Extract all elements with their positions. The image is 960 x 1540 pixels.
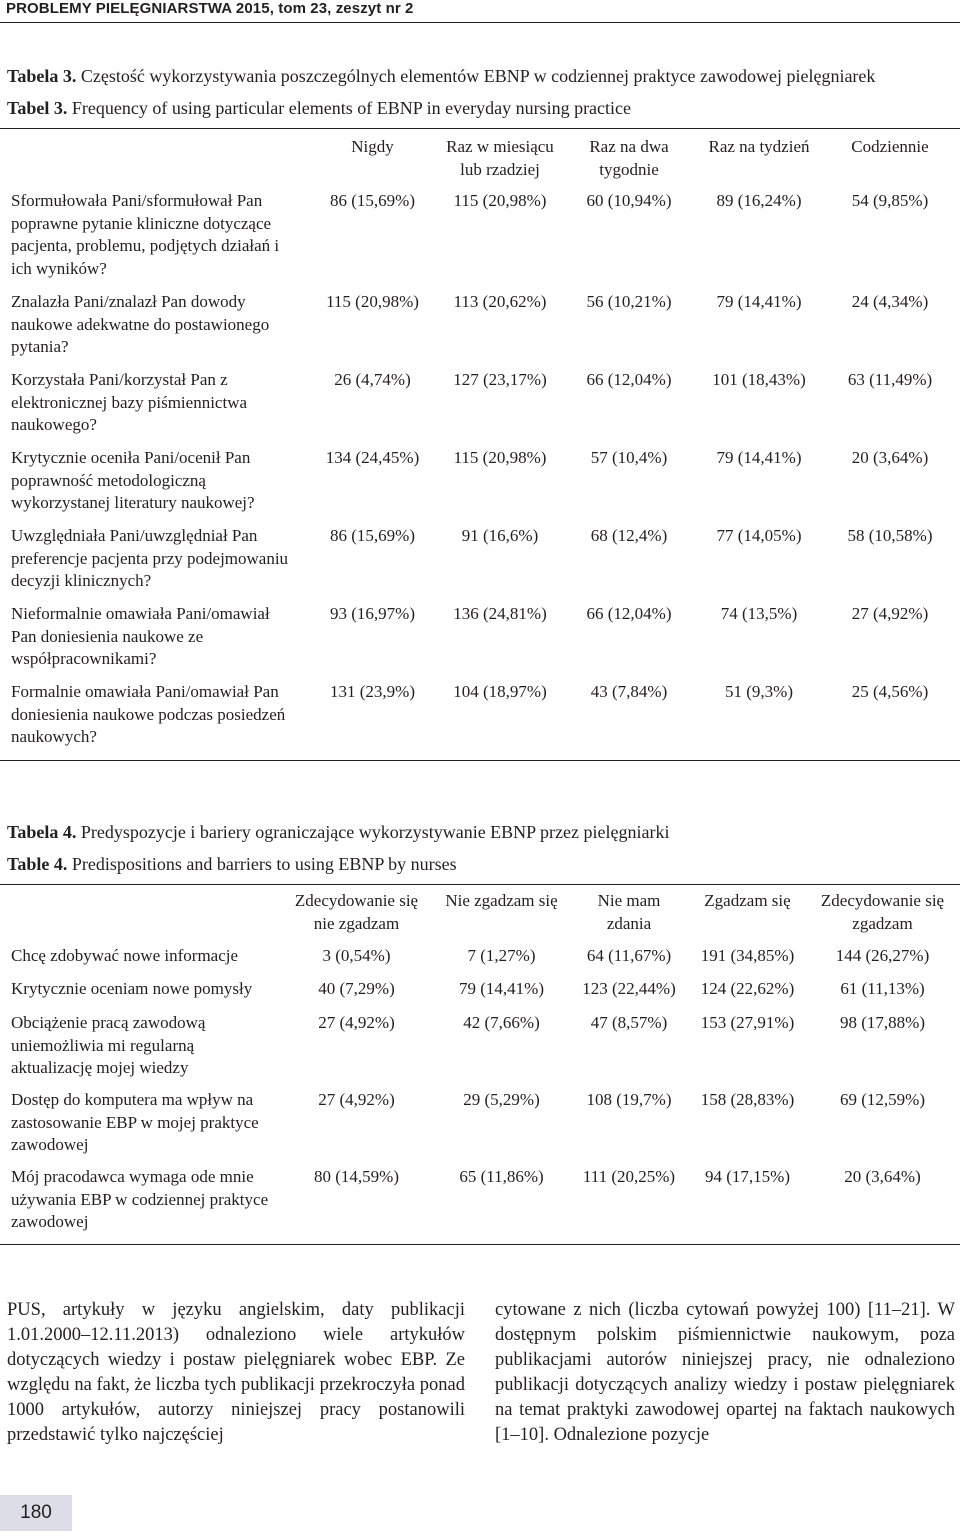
- table3-row-label: Nieformalnie omawiała Pani/omawiał Pan doniesienia naukowe ze współpracownikami?: [11, 604, 270, 668]
- table3-row-label: Znalazła Pani/znalazł Pan dowody naukowe adekwatne do postawionego pytania?: [11, 292, 270, 356]
- table3-cell: 57 (10,4%): [590, 448, 668, 467]
- table4-row-label: Krytycznie oceniam nowe pomysły: [11, 979, 253, 998]
- table4-cell: 123 (22,44%): [582, 979, 676, 998]
- table4-cell: 29 (5,29%): [463, 1090, 540, 1109]
- table3-cell: 115 (20,98%): [326, 292, 419, 311]
- body-text-column-1: PUS, artykuły w języku angielskim, daty publikacji 1.01.2000–12.11.2013) odnaleziono wiele artykułów dotyczących wiedzy i postaw pielęgniarek wobec EBP. Ze względu na fakt, że liczba tych publikacji przekroczyła ponad 1000 artykułów, autorzy niniejszej pracy postanowili przedstawić tylko najczęściej: [7, 1300, 465, 1445]
- table3-col-header: Raz na tydzień: [708, 137, 810, 156]
- table3-col-header: Nigdy: [351, 137, 394, 156]
- table3-cell: 101 (18,43%): [712, 370, 806, 389]
- table4-caption-en-text: Predispositions and barriers to using EBNP by nurses: [71, 854, 457, 874]
- table4-cell: 42 (7,66%): [463, 1013, 540, 1032]
- table3-caption-en: [7, 98, 631, 119]
- table3-row-label: Krytycznie oceniła Pani/ocenił Pan poprawność metodologiczną wykorzystanej literatury naukowej?: [11, 448, 255, 512]
- table3-cell: 68 (12,4%): [590, 526, 668, 545]
- table3-cell: 86 (15,69%): [330, 191, 415, 210]
- table3-cell: 136 (24,81%): [453, 604, 547, 623]
- table3-cell: 63 (11,49%): [847, 370, 933, 389]
- table4-cell: 3 (0,54%): [322, 946, 391, 965]
- table3-cell: 27 (4,92%): [851, 604, 929, 623]
- table3-cell: 26 (4,74%): [334, 370, 411, 389]
- table3-cell: 113 (20,62%): [453, 292, 547, 311]
- table4-cell: 144 (26,27%): [835, 946, 930, 965]
- table4-cell: 20 (3,64%): [844, 1167, 921, 1186]
- header-rule: [0, 22, 960, 23]
- table4-cell: 158 (28,83%): [700, 1090, 795, 1109]
- body-text-column-2: cytowane z nich (liczba cytowań powyżej 100) [11–21]. W dostępnym polskim piśmiennictwie naukowym, poza publikacjami autorów niniejszej pracy, nie odnaleziono publikacji dotyczących analizy wiedzy i postaw pielęgniarek na temat praktyki zawodowej opartej na faktach naukowych [1–10]. Odnalezione pozycje: [495, 1300, 955, 1445]
- table3-col-header: Codziennie: [851, 137, 929, 156]
- table4-cell: 80 (14,59%): [314, 1167, 399, 1186]
- table4-cell: 47 (8,57%): [590, 1013, 668, 1032]
- table3-cell: 25 (4,56%): [851, 682, 929, 701]
- table3-col-header: Raz w miesiącu lub rzadziej: [446, 137, 554, 179]
- table3-caption-pl-label: Tabela 3.: [7, 66, 77, 86]
- table3-cell: 20 (3,64%): [851, 448, 929, 467]
- table4-cell: 27 (4,92%): [318, 1090, 395, 1109]
- table4-col-header: Nie zgadzam się: [445, 891, 558, 910]
- table3-cell: 131 (23,9%): [330, 682, 415, 701]
- table3-cell: 89 (16,24%): [716, 191, 802, 210]
- table4-bottom-rule: [0, 1244, 960, 1245]
- table3-cell: 43 (7,84%): [590, 682, 668, 701]
- table3-cell: 127 (23,17%): [453, 370, 547, 389]
- table3-col-header: Raz na dwa tygodnie: [589, 137, 669, 179]
- table4-col-header: Zdecydowanie się nie zgadzam: [294, 891, 419, 933]
- table4-row-label: Obciążenie pracą zawodową uniemożliwia mi regularną aktualizację mojej wiedzy: [11, 1013, 206, 1077]
- page-number: 180: [0, 1495, 72, 1531]
- table3-row-label: Uwzględniała Pani/uwzględniał Pan preferencje pacjenta przy podejmowaniu decyzji klinicznych?: [11, 526, 289, 590]
- table3-row-label: Sformułowała Pani/sformułował Pan poprawne pytanie kliniczne dotyczące pacjenta, problemu, podjętych działań i ich wyników?: [11, 191, 280, 278]
- table3-caption-en-label: Tabel 3.: [7, 98, 68, 118]
- table4-cell: 61 (11,13%): [840, 979, 925, 998]
- table4-cell: 98 (17,88%): [840, 1013, 925, 1032]
- table4-row-label: Chcę zdobywać nowe informacje: [11, 946, 239, 965]
- table4-cell: 111 (20,25%): [582, 1167, 676, 1186]
- table4-caption-pl-label: Tabela 4.: [7, 822, 77, 842]
- table4-row-label: Dostęp do komputera ma wpływ na zastosowanie EBP w mojej praktyce zawodowej: [11, 1090, 259, 1154]
- table4-caption-en: [7, 854, 457, 875]
- table3-cell: 54 (9,85%): [851, 191, 929, 210]
- table3-cell: 51 (9,3%): [725, 682, 793, 701]
- table3-cell: 58 (10,58%): [847, 526, 933, 545]
- table4-cell: 191 (34,85%): [700, 946, 795, 965]
- table4-col-header: Nie mam zdania: [597, 891, 661, 933]
- table3-row-label: Formalnie omawiała Pani/omawiał Pan doniesienia naukowe podczas posiedzeń naukowych?: [11, 682, 286, 746]
- table3-cell: 60 (10,94%): [586, 191, 672, 210]
- table4-col-header: Zdecydowanie się zgadzam: [820, 891, 945, 933]
- table3-cell: 115 (20,98%): [453, 191, 547, 210]
- table3-cell: 104 (18,97%): [453, 682, 547, 701]
- running-header: PROBLEMY PIELĘGNIARSTWA 2015, tom 23, zeszyt nr 2: [6, 0, 414, 17]
- table4-cell: 153 (27,91%): [700, 1013, 795, 1032]
- table4-cell: 7 (1,27%): [467, 946, 536, 965]
- table4-cell: 124 (22,62%): [700, 979, 795, 998]
- table4-cell: 94 (17,15%): [705, 1167, 790, 1186]
- table4-cell: 65 (11,86%): [459, 1167, 544, 1186]
- table3-cell: 91 (16,6%): [461, 526, 539, 545]
- table4-caption-en-label: Table 4.: [7, 854, 68, 874]
- table4-cell: 27 (4,92%): [318, 1013, 395, 1032]
- table3-caption-pl: [7, 66, 875, 87]
- table4-caption-pl-text: Predyspozycje i bariery ograniczające wykorzystywanie EBNP przez pielęgniarki: [80, 822, 670, 842]
- table4-cell: 79 (14,41%): [459, 979, 544, 998]
- table3-row-label: Korzystała Pani/korzystał Pan z elektronicznej bazy piśmiennictwa naukowego?: [11, 370, 248, 434]
- table4-top-rule: [0, 884, 960, 885]
- table4-cell: 69 (12,59%): [840, 1090, 925, 1109]
- table4-cell: 108 (19,7%): [586, 1090, 672, 1109]
- table3-cell: 56 (10,21%): [586, 292, 672, 311]
- table3-caption-pl-text: Częstość wykorzystywania poszczególnych elementów EBNP w codziennej praktyce zawodowej pielęgniarek: [80, 66, 876, 86]
- table3-bottom-rule: [0, 760, 960, 761]
- table4-cell: 64 (11,67%): [586, 946, 672, 965]
- table3-cell: 115 (20,98%): [453, 448, 547, 467]
- table3-cell: 66 (12,04%): [586, 370, 672, 389]
- table3-cell: 74 (13,5%): [720, 604, 798, 623]
- table3-cell: 86 (15,69%): [330, 526, 415, 545]
- table3-top-rule: [0, 128, 960, 129]
- table3-cell: 24 (4,34%): [851, 292, 929, 311]
- table4-caption-pl: [7, 822, 669, 843]
- table3-cell: 79 (14,41%): [716, 448, 802, 467]
- table3-cell: 77 (14,05%): [716, 526, 802, 545]
- table3-caption-en-text: Frequency of using particular elements of EBNP in everyday nursing practice: [71, 98, 632, 118]
- table4-col-header: Zgadzam się: [704, 891, 791, 910]
- table4-cell: 40 (7,29%): [318, 979, 395, 998]
- table3-cell: 79 (14,41%): [716, 292, 802, 311]
- table3-cell: 93 (16,97%): [330, 604, 415, 623]
- table3-cell: 134 (24,45%): [325, 448, 420, 467]
- table3-cell: 66 (12,04%): [586, 604, 672, 623]
- table4-row-label: Mój pracodawca wymaga ode mnie używania EBP w codziennej praktyce zawodowej: [11, 1167, 269, 1231]
